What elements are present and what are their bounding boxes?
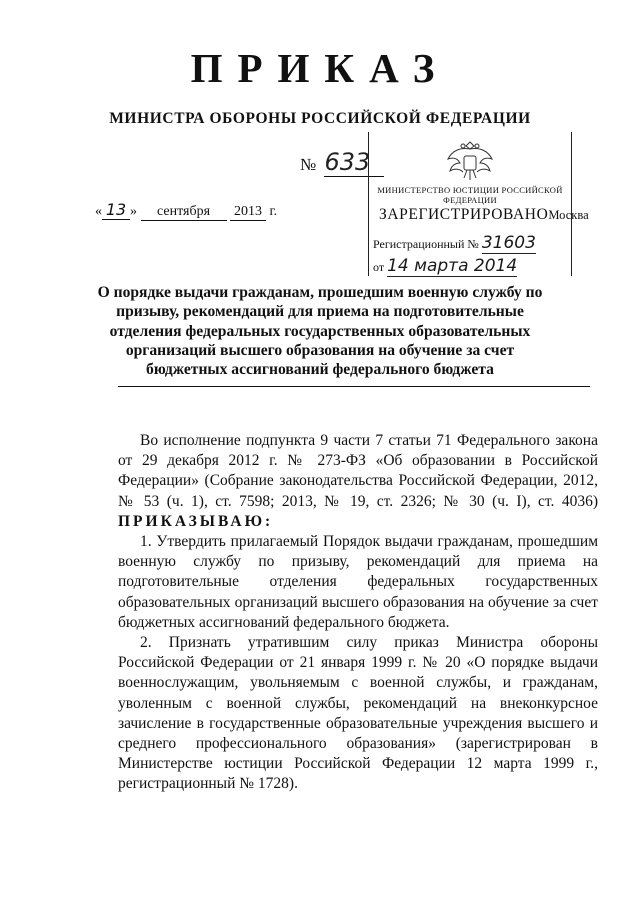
- document-title: О порядке выдачи гражданам, прошедшим военную службу по призыву, рекомендаций для приема на подготовительные отделения федеральных государственных образовательных организаций высшего образования на обучение за счет бюджетных ассигнований федерального бюджета: [97, 284, 543, 379]
- paragraph-1: 1. Утвердить прилагаемый Порядок выдачи гражданам, прошедшим военную службу по призыву, рекомендаций для приема на подготовительные отделения федеральных государственных образовательных организаций высшего образования на обучение за счет бюджетных ассигнований федерального бюджета.: [118, 533, 598, 631]
- stamp-city: Москва: [548, 208, 589, 222]
- date-open-quote: «: [95, 204, 102, 219]
- stamp-reg-date-value: 14 марта 2014: [387, 256, 518, 276]
- date-month: сентября: [141, 204, 227, 221]
- stamp-reg-date-label: от: [373, 260, 385, 274]
- issuer-heading: МИНИСТРА ОБОРОНЫ РОССИЙСКОЙ ФЕДЕРАЦИИ: [109, 110, 531, 127]
- stamp-registered-label: ЗАРЕГИСТРИРОВАНО: [379, 206, 549, 223]
- stamp-registered: [379, 206, 589, 224]
- preamble-paragraph: [118, 431, 598, 532]
- stamp-reg-number-label: Регистрационный №: [373, 237, 479, 251]
- order-number-label: №: [300, 155, 317, 174]
- registration-stamp: [368, 132, 589, 276]
- order-word: ПРИКАЗЫВАЮ:: [118, 512, 274, 530]
- date-year-unit: г.: [269, 204, 278, 219]
- document-body: [118, 431, 598, 795]
- date-year-prefix: 201: [234, 204, 255, 219]
- date-close-quote: »: [130, 204, 137, 219]
- date-year: [230, 204, 266, 221]
- page-title: ПРИКАЗ: [190, 45, 450, 91]
- order-number-value: 633: [324, 148, 384, 177]
- preamble-text: Во исполнение подпункта 9 части 7 статьи 71 Федерального закона от 29 декабря 2012 г. № 273-ФЗ «Об образовании в Российской Федерации» (Собрание законодательства Российской Федерации, 2012, № 53 (ч. 1), ст. 7598; 2013, № 19, ст. 2326; № 30 (ч. I), ст. 4036): [118, 432, 598, 510]
- date-day: 13: [102, 200, 130, 220]
- stamp-reg-number: [373, 233, 573, 253]
- stamp-ministry: МИНИСТЕРСТВО ЮСТИЦИИ РОССИЙСКОЙ ФЕДЕРАЦИИ: [377, 185, 563, 205]
- stamp-reg-number-value: 31603: [481, 233, 536, 253]
- date-year-suffix: 3: [255, 204, 262, 219]
- paragraph-2: 2. Признать утратившим силу приказ Министра обороны Российской Федерации от 21 января 1999 г. № 20 «О порядке выдачи военнослужащим, увольняемым с военной службы, и гражданам, уволенным с военной службы, рекомендаций на внеконкурсное зачисление в государственные образовательные учреждения высшего и среднего профессионального образования» (зарегистрирован в Министерстве юстиции Российской Федерации 12 марта 1999 г., регистрационный № 1728).: [118, 634, 598, 793]
- order-date: [95, 200, 335, 221]
- state-emblem-icon: [443, 136, 497, 184]
- title-divider: [118, 386, 590, 387]
- stamp-reg-date: [373, 256, 573, 276]
